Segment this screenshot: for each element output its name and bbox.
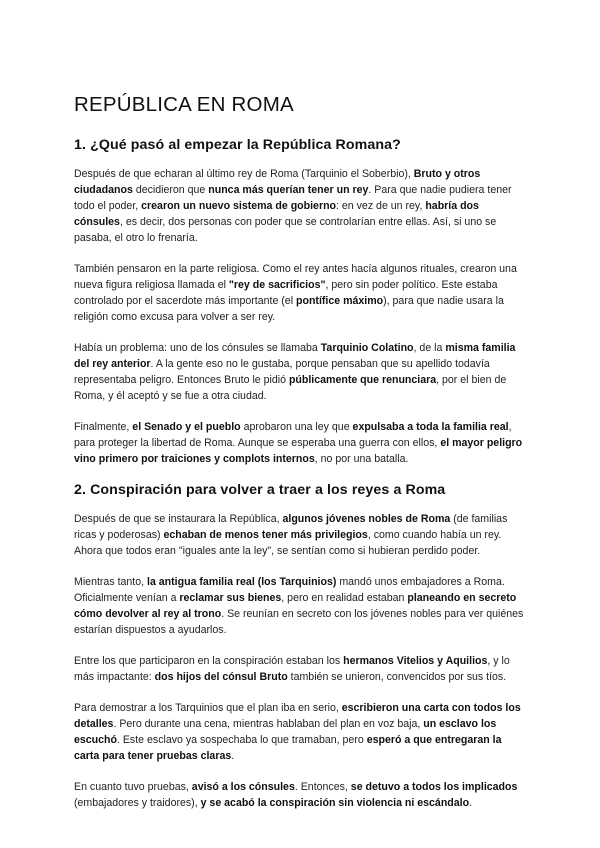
text-run: . A la gente eso no le gustaba, porque pensaban que su apellido todavía representaba peligro. Entonces Bruto le pidió xyxy=(74,358,490,386)
bold-text: expulsaba a toda la familia real xyxy=(352,421,509,433)
text-run: . Entonces, xyxy=(294,781,351,793)
text-run: , como cuando había un rey. Ahora que todos eran "iguales ante la ley", se sentían como si hubieran perdido poder. xyxy=(74,529,502,557)
text-run: también se unieron, convencidos por sus tíos. xyxy=(287,671,507,683)
paragraph xyxy=(74,340,528,404)
text-run: aprobaron una ley que xyxy=(240,421,353,433)
text-run: , no por una batalla. xyxy=(314,453,409,465)
bold-text: habría dos cónsules xyxy=(74,200,479,228)
bold-text: hermanos Vitelios y Aquilios xyxy=(343,655,488,667)
paragraph xyxy=(74,419,528,467)
bold-text: el Senado y el pueblo xyxy=(132,421,241,433)
bold-text: la antigua familia real (los Tarquinios) xyxy=(147,576,337,588)
bold-text: echaban de menos tener más privilegios xyxy=(163,529,368,541)
text-run: . Pero durante una cena, mientras hablaban del plan en voz baja, xyxy=(113,718,424,730)
bold-text: esperó a que entregaran la carta para tener pruebas claras xyxy=(74,734,502,762)
bold-text: un esclavo los escuchó xyxy=(74,718,497,746)
bold-text: dos hijos del cónsul Bruto xyxy=(154,671,288,683)
text-run: Finalmente, xyxy=(74,421,133,433)
bold-text: públicamente que renunciara xyxy=(288,374,437,386)
text-run: mandó unos embajadores a Roma. Oficialmente venían a xyxy=(74,576,505,604)
bold-text: avisó a los cónsules xyxy=(191,781,295,793)
paragraph xyxy=(74,261,528,325)
text-run: Mientras tanto, xyxy=(74,576,148,588)
bold-text: planeando en secreto cómo devolver al rey al trono xyxy=(74,592,517,620)
text-run: . Se reunían en secreto con los jóvenes nobles para ver quiénes estarían dispuestos a ayudarlos. xyxy=(74,608,524,636)
text-run: . Este esclavo ya sospechaba lo que tramaban, pero xyxy=(116,734,367,746)
text-run: ), para que nadie usara la religión como excusa para volver a ser rey. xyxy=(74,295,504,323)
paragraph xyxy=(74,779,528,811)
bold-text: pontífice máximo xyxy=(296,295,384,307)
bold-text: crearon un nuevo sistema de gobierno xyxy=(141,200,337,212)
paragraph xyxy=(74,166,528,246)
text-run: . xyxy=(231,750,235,762)
text-run: , y lo más impactante: xyxy=(74,655,510,683)
bold-text: nunca más querían tener un rey xyxy=(208,184,369,196)
text-run: . xyxy=(469,797,473,809)
text-run: (embajadores y traidores), xyxy=(74,797,201,809)
text-run: Después de que se instaurara la República, xyxy=(74,513,283,525)
text-run: (de familias ricas y poderosas) xyxy=(74,513,508,541)
bold-text: "rey de sacrificios" xyxy=(228,279,326,291)
text-run: , es decir, dos personas con poder que se controlarían entre ellas. Así, si uno se pasaba, el otro lo frenaría. xyxy=(74,216,497,244)
paragraph xyxy=(74,511,528,559)
paragraph xyxy=(74,653,528,685)
section-heading: 2. Conspiración para volver a traer a los reyes a Roma xyxy=(74,482,446,498)
text-run: Después de que echaran al último rey de Roma (Tarquinio el Soberbio), xyxy=(74,168,414,180)
text-run: , pero en realidad estaban xyxy=(281,592,408,604)
page-title: REPÚBLICA EN ROMA xyxy=(74,93,294,116)
text-run: . Para que nadie pudiera tener todo el poder, xyxy=(74,184,512,212)
text-run: , por el bien de Roma, y él aceptó y se fue a otra ciudad. xyxy=(74,374,507,402)
bold-text: se detuvo a todos los implicados xyxy=(350,781,518,793)
text-run: Entre los que participaron en la conspiración estaban los xyxy=(74,655,344,667)
bold-text: y se acabó la conspiración sin violencia ni escándalo xyxy=(200,797,470,809)
bold-text: Bruto y otros ciudadanos xyxy=(74,168,481,196)
section-2 xyxy=(74,482,528,811)
text-run: Había un problema: uno de los cónsules se llamaba xyxy=(74,342,321,354)
text-run: , de la xyxy=(413,342,446,354)
bold-text: Tarquinio Colatino xyxy=(320,342,414,354)
bold-text: reclamar sus bienes xyxy=(179,592,282,604)
paragraph xyxy=(74,574,528,638)
text-run: , para proteger la libertad de Roma. Aunque se esperaba una guerra con ellos, xyxy=(74,421,512,449)
bold-text: algunos jóvenes nobles de Roma xyxy=(282,513,451,525)
text-run: Para demostrar a los Tarquinios que el plan iba en serio, xyxy=(74,702,342,714)
text-run: : en vez de un rey, xyxy=(336,200,426,212)
text-run: También pensaron en la parte religiosa. Como el rey antes hacía algunos rituales, crearon una nueva figura religiosa llamada el xyxy=(74,263,517,291)
text-run: , pero sin poder político. Este estaba controlado por el sacerdote más importante (el xyxy=(74,279,498,307)
section-heading: 1. ¿Qué pasó al empezar la República Romana? xyxy=(74,137,401,153)
bold-text: misma familia del rey anterior xyxy=(74,342,516,370)
text-run: En cuanto tuvo pruebas, xyxy=(74,781,192,793)
section-1 xyxy=(74,137,528,467)
text-run: decidieron que xyxy=(132,184,209,196)
bold-text: el mayor peligro vino primero por traiciones y complots internos xyxy=(74,437,523,465)
paragraph xyxy=(74,700,528,764)
bold-text: escribieron una carta con todos los detalles xyxy=(74,702,521,730)
